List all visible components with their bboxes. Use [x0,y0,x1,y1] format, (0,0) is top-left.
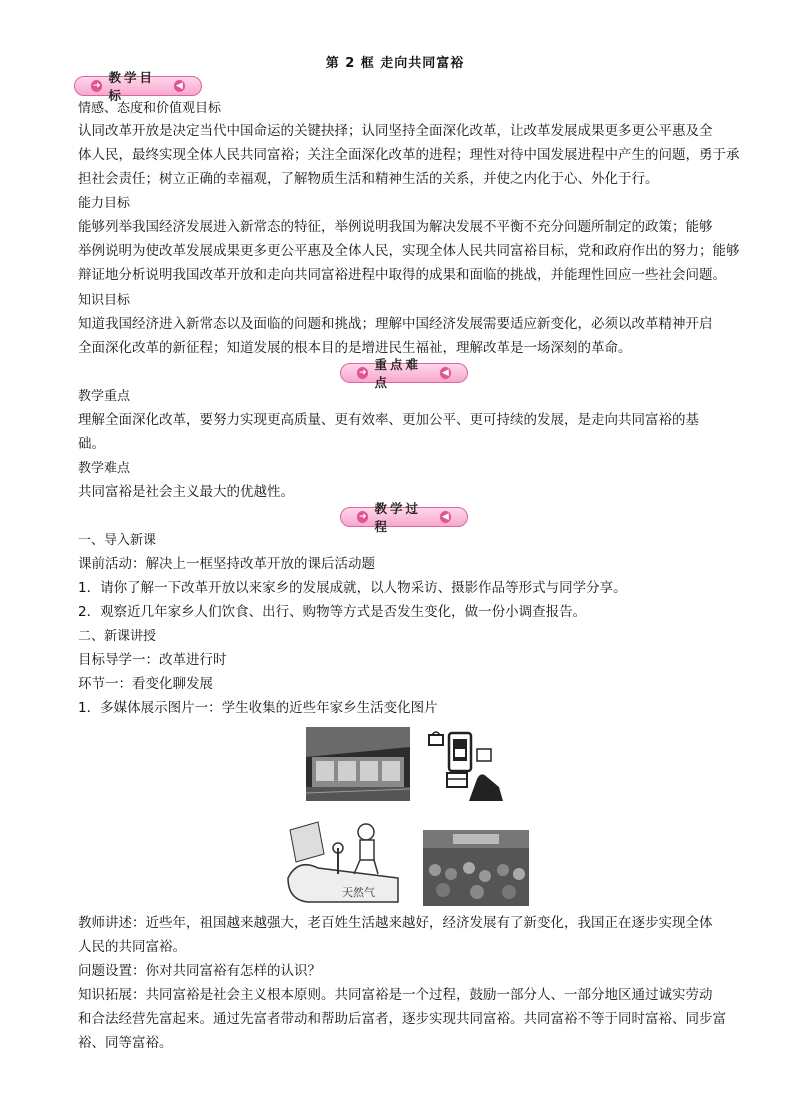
natural-gas-cartoon [278,818,408,906]
ability-line-1: 能够列举我国经济发展进入新常态的特征，举例说明我国为解决发展不平衡不充分问题所制定的政策；能够 [78,219,713,235]
section1-heading: 一、导入新课 [78,533,157,548]
task-2: 2．观察近几年家乡人们饮食、出行、购物等方式是否发生变化，做一份小调查报告。 [78,604,587,620]
ability-line-2: 举例说明为使改革发展成果更多更公平惠及全体人民，实现全体人民共同富裕目标，党和政府作出的努力；能够 [78,243,740,259]
mobile-shopping-illustration [425,727,503,801]
emotion-line-3: 担社会责任；树立正确的幸福观，了解物质生活和精神生活的关系，并使之内化于心、外化于行。 [78,171,659,187]
extension-line-2: 和合法经营先富起来。通过先富者带动和帮助后富者，逐步实现共同富裕。共同富裕不等于同时富裕、同步富 [78,1011,726,1027]
section-badge-key-points [340,357,468,390]
arrow-left-icon: ◀ [440,367,451,379]
arrow-right-icon: ➜ [358,512,367,522]
emotion-heading: 情感、态度和价值观目标 [78,101,222,116]
focus-heading: 教学重点 [78,389,131,404]
pre-activity: 课前活动：解决上一框坚持改革开放的课后活动题 [78,556,375,572]
market-photo [423,830,529,906]
ability-line-3: 辩证地分析说明我国改革开放和走向共同富裕进程中取得的成果和面临的挑战，并能理性回应一些社会问题。 [78,267,726,283]
emotion-line-1: 认同改革开放是决定当代中国命运的关键抉择；认同坚持全面深化改革，让改革发展成果更多更公平惠及全 [78,123,713,139]
arrow-right-icon: ➜ [358,368,367,378]
arrow-left-icon: ◀ [440,511,451,523]
difficulty-text: 共同富裕是社会主义最大的优越性。 [78,484,294,500]
extension-line-3: 裕、同等富裕。 [78,1035,173,1051]
task-1: 1．请你了解一下改革开放以来家乡的发展成就，以人物采访、摄影作品等形式与同学分享。 [78,580,627,596]
page-title: 第 2 框 走向共同富裕 [325,56,465,71]
teacher-line-2: 人民的共同富裕。 [78,939,186,955]
gas-label: 天然气 [342,886,375,899]
section-badge-process [340,501,468,534]
subway-photo [306,727,410,801]
arrow-left-icon: ◀ [174,80,185,92]
difficulty-heading: 教学难点 [78,461,131,476]
section-badge-objectives [74,70,202,103]
media-1: 1．多媒体展示图片一：学生收集的近些年家乡生活变化图片 [78,700,438,716]
badge-label: 教学过程 [374,501,421,534]
emotion-line-2: 体人民，最终实现全体人民共同富裕；关注全面深化改革的进程；理性对待中国发展进程中产生的问题，勇于承 [78,147,740,163]
step-1: 环节一：看变化聊发展 [78,676,213,692]
goal-1: 目标导学一：改革进行时 [78,652,227,668]
question: 问题设置：你对共同富裕有怎样的认识？ [78,963,321,979]
extension-line-1: 知识拓展：共同富裕是社会主义根本原则。共同富裕是一个过程，鼓励一部分人、一部分地区通过诚实劳动 [78,987,713,1003]
focus-line-1: 理解全面深化改革，要努力实现更高质量、更有效率、更加公平、更可持续的发展，是走向共同富裕的基 [78,412,699,428]
section2-heading: 二、新课讲授 [78,629,157,644]
badge-label: 教学目标 [108,70,155,103]
arrow-right-icon: ➜ [92,81,101,91]
knowledge-line-1: 知道我国经济进入新常态以及面临的问题和挑战；理解中国经济发展需要适应新变化，必须以改革精神开启 [78,316,713,332]
ability-heading: 能力目标 [78,196,131,211]
knowledge-line-2: 全面深化改革的新征程；知道发展的根本目的是增进民生福祉，理解改革是一场深刻的革命。 [78,340,632,356]
teacher-line-1: 教师讲述：近些年，祖国越来越强大，老百姓生活越来越好，经济发展有了新变化，我国正在逐步实现全体 [78,915,713,931]
knowledge-heading: 知识目标 [78,293,131,308]
badge-label: 重点难点 [374,357,421,390]
focus-line-2: 础。 [78,436,105,452]
